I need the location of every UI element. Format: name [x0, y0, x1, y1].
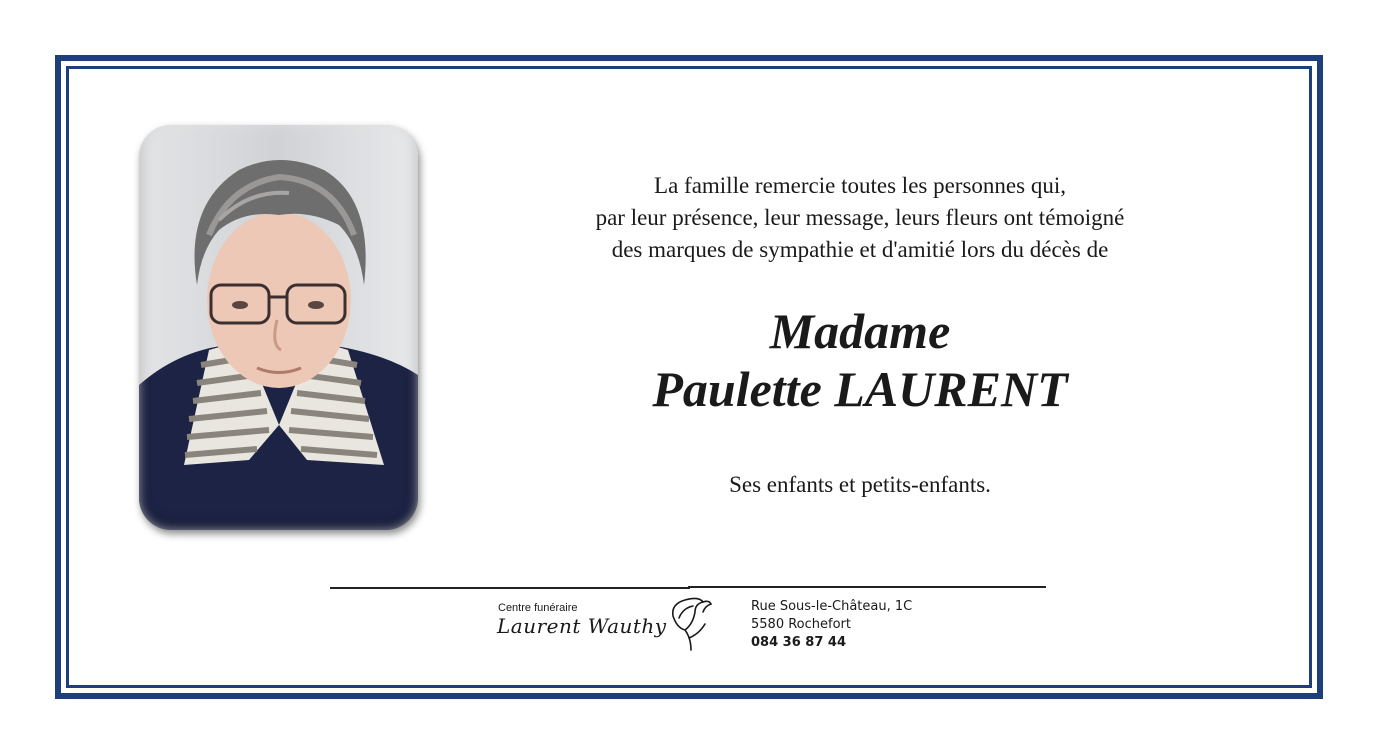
calla-lily-icon	[665, 594, 721, 652]
honorific: Madame	[769, 303, 951, 359]
acknowledgement-text	[500, 170, 1220, 500]
brand-caption: Centre funéraire	[498, 602, 578, 614]
deceased-name: Paulette LAURENT	[652, 361, 1068, 417]
divider-line	[330, 587, 690, 589]
family-signature: Ses enfants et petits-enfants.	[729, 472, 991, 497]
brand-name: Laurent Wauthy	[497, 614, 667, 638]
phone-number: 084 36 87 44	[751, 635, 846, 650]
intro-line: des marques de sympathie et d'amitié lors du décès de	[611, 237, 1109, 262]
intro-paragraph	[500, 170, 1220, 266]
intro-line: La famille remercie toutes les personnes qui,	[654, 173, 1066, 198]
intro-line: par leur présence, leur message, leurs fleurs ont témoigné	[595, 205, 1125, 230]
deceased-name-block	[500, 302, 1220, 418]
portrait-photo	[139, 125, 418, 530]
address-street: Rue Sous-le-Château, 1C	[751, 599, 913, 614]
address-city: 5580 Rochefort	[751, 617, 851, 632]
divider-line	[688, 586, 1046, 588]
funeral-home-address	[751, 598, 912, 652]
funeral-home-footer	[485, 592, 928, 654]
